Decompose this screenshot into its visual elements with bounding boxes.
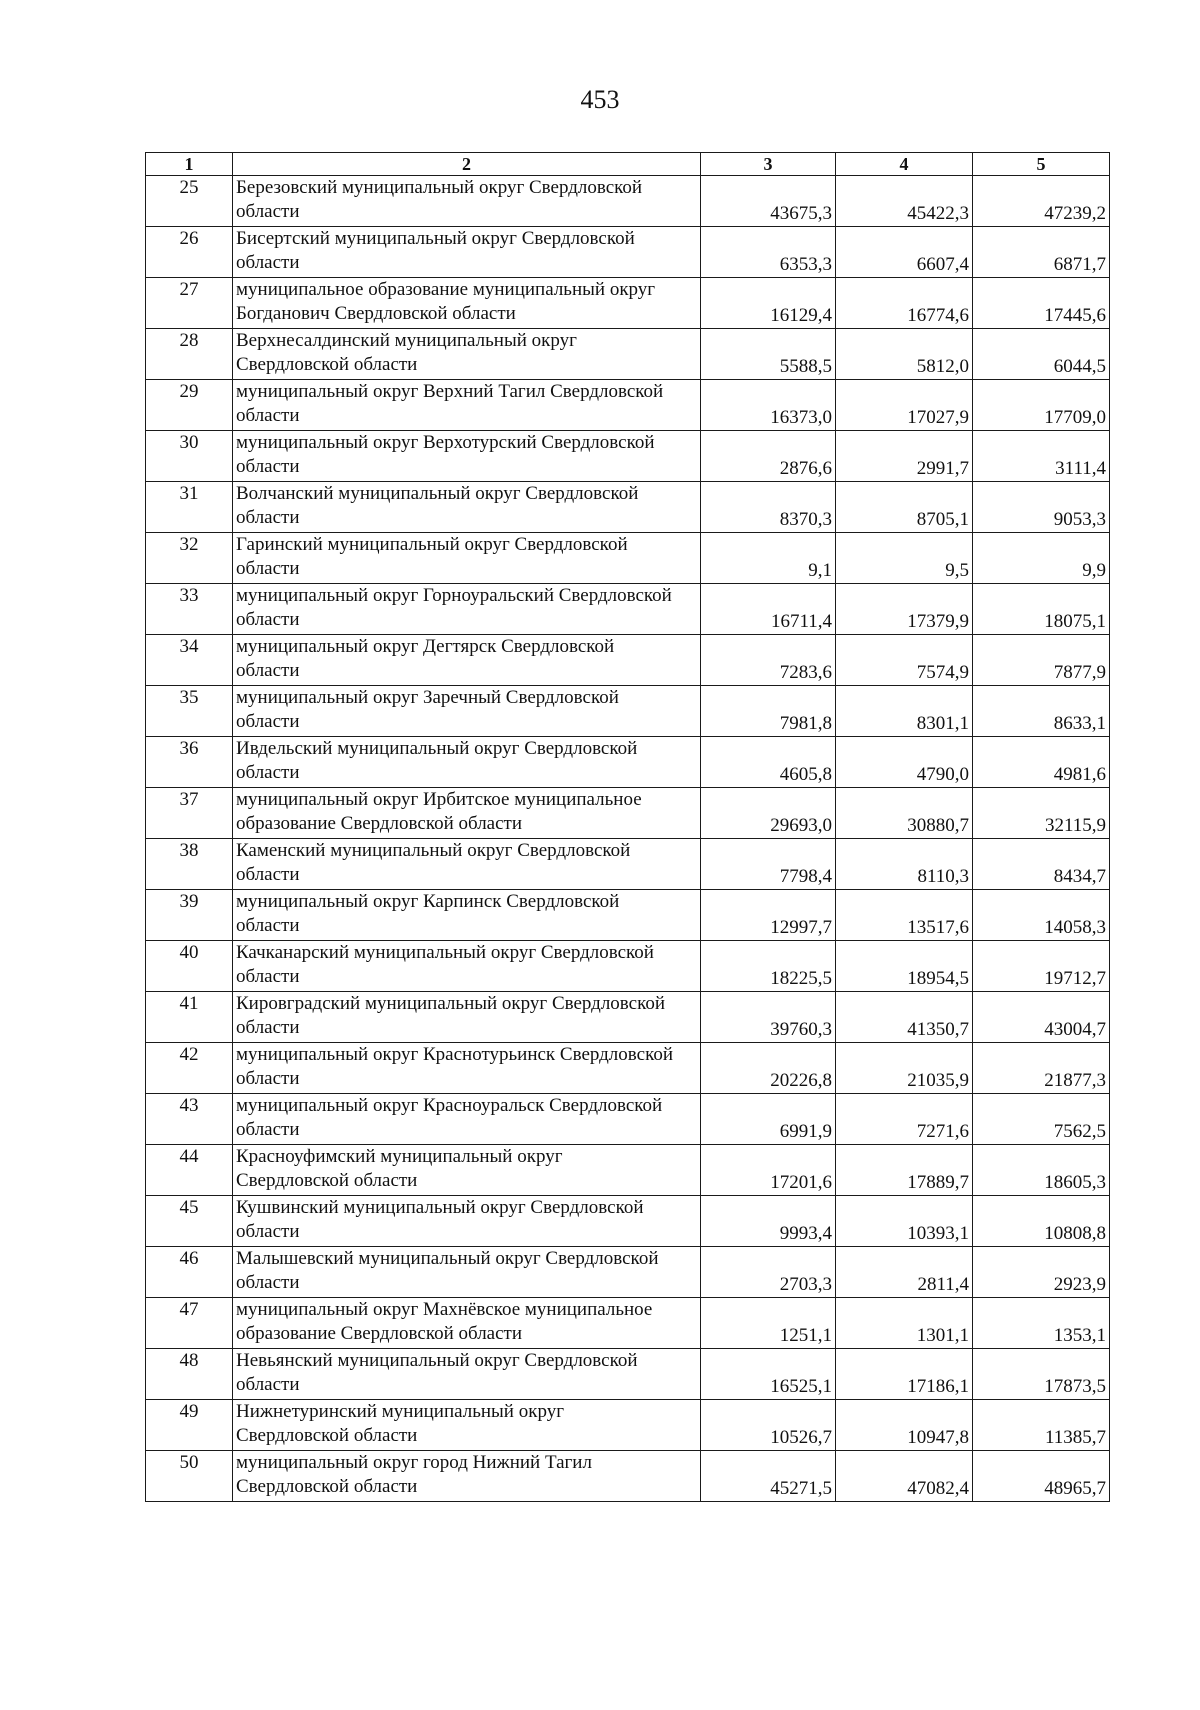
value-col-3: 7283,6: [701, 635, 836, 686]
value-col-4: 1301,1: [836, 1298, 973, 1349]
municipality-name: Верхнесалдинский муниципальный округ Свердловской области: [233, 329, 701, 380]
table-row: [146, 431, 1110, 482]
value-col-3: 17201,6: [701, 1145, 836, 1196]
value-col-5: 18605,3: [973, 1145, 1110, 1196]
row-number: 48: [146, 1349, 233, 1400]
row-number: 28: [146, 329, 233, 380]
municipality-name: муниципальный округ Карпинск Свердловской области: [233, 890, 701, 941]
value-col-4: 41350,7: [836, 992, 973, 1043]
table-row: [146, 533, 1110, 584]
row-number: 30: [146, 431, 233, 482]
value-col-3: 29693,0: [701, 788, 836, 839]
row-number: 34: [146, 635, 233, 686]
table-row: [146, 890, 1110, 941]
municipality-name: муниципальный округ Ирбитское муниципальное образование Свердловской области: [233, 788, 701, 839]
table-row: [146, 1298, 1110, 1349]
value-col-3: 39760,3: [701, 992, 836, 1043]
municipality-name: Малышевский муниципальный округ Свердловской области: [233, 1247, 701, 1298]
value-col-4: 47082,4: [836, 1451, 973, 1502]
header-col-3: 3: [701, 153, 836, 176]
value-col-3: 7981,8: [701, 686, 836, 737]
value-col-5: 17445,6: [973, 278, 1110, 329]
value-col-3: 10526,7: [701, 1400, 836, 1451]
value-col-4: 17889,7: [836, 1145, 973, 1196]
table-row: [146, 278, 1110, 329]
value-col-5: 17873,5: [973, 1349, 1110, 1400]
row-number: 35: [146, 686, 233, 737]
municipality-name: муниципальный округ Махнёвское муниципальное образование Свердловской области: [233, 1298, 701, 1349]
value-col-4: 8301,1: [836, 686, 973, 737]
value-col-5: 47239,2: [973, 176, 1110, 227]
row-number: 45: [146, 1196, 233, 1247]
row-number: 32: [146, 533, 233, 584]
value-col-4: 10393,1: [836, 1196, 973, 1247]
table-header: [146, 153, 1110, 176]
header-col-1: 1: [146, 153, 233, 176]
municipality-name: Березовский муниципальный округ Свердловской области: [233, 176, 701, 227]
table-row: [146, 635, 1110, 686]
row-number: 26: [146, 227, 233, 278]
municipality-name: муниципальный округ Краснотурьинск Свердловской области: [233, 1043, 701, 1094]
row-number: 31: [146, 482, 233, 533]
municipality-name: муниципальный округ Красноуральск Свердловской области: [233, 1094, 701, 1145]
table-row: [146, 1094, 1110, 1145]
value-col-5: 10808,8: [973, 1196, 1110, 1247]
value-col-5: 7562,5: [973, 1094, 1110, 1145]
value-col-3: 2703,3: [701, 1247, 836, 1298]
table-row: [146, 839, 1110, 890]
table-row: [146, 686, 1110, 737]
table-row: [146, 329, 1110, 380]
value-col-5: 48965,7: [973, 1451, 1110, 1502]
table-row: [146, 176, 1110, 227]
municipality-name: муниципальный округ Горноуральский Свердловской области: [233, 584, 701, 635]
municipality-name: муниципальный округ Верхотурский Свердловской области: [233, 431, 701, 482]
municipality-name: Качканарский муниципальный округ Свердловской области: [233, 941, 701, 992]
value-col-4: 5812,0: [836, 329, 973, 380]
value-col-3: 16525,1: [701, 1349, 836, 1400]
row-number: 25: [146, 176, 233, 227]
value-col-5: 4981,6: [973, 737, 1110, 788]
municipality-name: Ивдельский муниципальный округ Свердловской области: [233, 737, 701, 788]
value-col-3: 45271,5: [701, 1451, 836, 1502]
value-col-4: 6607,4: [836, 227, 973, 278]
value-col-5: 8434,7: [973, 839, 1110, 890]
value-col-4: 17186,1: [836, 1349, 973, 1400]
row-number: 43: [146, 1094, 233, 1145]
table-row: [146, 1349, 1110, 1400]
row-number: 40: [146, 941, 233, 992]
row-number: 37: [146, 788, 233, 839]
municipality-name: Каменский муниципальный округ Свердловской области: [233, 839, 701, 890]
row-number: 42: [146, 1043, 233, 1094]
value-col-5: 3111,4: [973, 431, 1110, 482]
value-col-4: 2811,4: [836, 1247, 973, 1298]
value-col-5: 6871,7: [973, 227, 1110, 278]
value-col-3: 5588,5: [701, 329, 836, 380]
municipality-name: Кировградский муниципальный округ Свердловской области: [233, 992, 701, 1043]
row-number: 27: [146, 278, 233, 329]
municipality-name: Невьянский муниципальный округ Свердловской области: [233, 1349, 701, 1400]
table-row: [146, 482, 1110, 533]
municipality-name: Бисертский муниципальный округ Свердловской области: [233, 227, 701, 278]
municipality-name: Нижнетуринский муниципальный округ Свердловской области: [233, 1400, 701, 1451]
value-col-5: 9,9: [973, 533, 1110, 584]
value-col-4: 2991,7: [836, 431, 973, 482]
value-col-3: 2876,6: [701, 431, 836, 482]
table-row: [146, 941, 1110, 992]
value-col-5: 2923,9: [973, 1247, 1110, 1298]
value-col-4: 30880,7: [836, 788, 973, 839]
value-col-3: 9,1: [701, 533, 836, 584]
table-row: [146, 1247, 1110, 1298]
value-col-3: 4605,8: [701, 737, 836, 788]
table-row: [146, 788, 1110, 839]
budget-table: [145, 152, 1110, 1502]
table-body: [146, 176, 1110, 1502]
header-col-4: 4: [836, 153, 973, 176]
value-col-5: 14058,3: [973, 890, 1110, 941]
row-number: 50: [146, 1451, 233, 1502]
header-col-2: 2: [233, 153, 701, 176]
row-number: 41: [146, 992, 233, 1043]
value-col-4: 8705,1: [836, 482, 973, 533]
value-col-5: 32115,9: [973, 788, 1110, 839]
value-col-3: 6353,3: [701, 227, 836, 278]
row-number: 38: [146, 839, 233, 890]
value-col-3: 16129,4: [701, 278, 836, 329]
value-col-3: 18225,5: [701, 941, 836, 992]
value-col-5: 8633,1: [973, 686, 1110, 737]
row-number: 49: [146, 1400, 233, 1451]
header-col-5: 5: [973, 153, 1110, 176]
value-col-5: 21877,3: [973, 1043, 1110, 1094]
table-row: [146, 380, 1110, 431]
value-col-5: 7877,9: [973, 635, 1110, 686]
value-col-5: 9053,3: [973, 482, 1110, 533]
value-col-4: 9,5: [836, 533, 973, 584]
value-col-4: 13517,6: [836, 890, 973, 941]
row-number: 47: [146, 1298, 233, 1349]
table-row: [146, 1451, 1110, 1502]
municipality-name: муниципальный округ город Нижний Тагил Свердловской области: [233, 1451, 701, 1502]
row-number: 44: [146, 1145, 233, 1196]
value-col-3: 9993,4: [701, 1196, 836, 1247]
value-col-3: 8370,3: [701, 482, 836, 533]
row-number: 29: [146, 380, 233, 431]
table-row: [146, 1196, 1110, 1247]
municipality-name: муниципальный округ Верхний Тагил Свердловской области: [233, 380, 701, 431]
header-row: [146, 153, 1110, 176]
value-col-3: 43675,3: [701, 176, 836, 227]
table-row: [146, 227, 1110, 278]
value-col-5: 11385,7: [973, 1400, 1110, 1451]
value-col-4: 17027,9: [836, 380, 973, 431]
municipality-name: муниципальный округ Дегтярск Свердловской области: [233, 635, 701, 686]
municipality-name: Волчанский муниципальный округ Свердловской области: [233, 482, 701, 533]
value-col-3: 20226,8: [701, 1043, 836, 1094]
table-row: [146, 737, 1110, 788]
value-col-5: 18075,1: [973, 584, 1110, 635]
value-col-5: 17709,0: [973, 380, 1110, 431]
municipality-name: Гаринский муниципальный округ Свердловской области: [233, 533, 701, 584]
municipality-name: муниципальный округ Заречный Свердловской области: [233, 686, 701, 737]
row-number: 33: [146, 584, 233, 635]
municipality-name: муниципальное образование муниципальный округ Богданович Свердловской области: [233, 278, 701, 329]
value-col-4: 17379,9: [836, 584, 973, 635]
table-row: [146, 1145, 1110, 1196]
municipality-name: Красноуфимский муниципальный округ Свердловской области: [233, 1145, 701, 1196]
value-col-4: 16774,6: [836, 278, 973, 329]
table-row: [146, 992, 1110, 1043]
value-col-5: 6044,5: [973, 329, 1110, 380]
value-col-4: 7574,9: [836, 635, 973, 686]
value-col-4: 10947,8: [836, 1400, 973, 1451]
page-number: 453: [580, 85, 620, 114]
table-row: [146, 1043, 1110, 1094]
value-col-4: 7271,6: [836, 1094, 973, 1145]
value-col-4: 21035,9: [836, 1043, 973, 1094]
value-col-3: 1251,1: [701, 1298, 836, 1349]
row-number: 39: [146, 890, 233, 941]
value-col-3: 6991,9: [701, 1094, 836, 1145]
value-col-4: 4790,0: [836, 737, 973, 788]
value-col-3: 7798,4: [701, 839, 836, 890]
value-col-3: 16373,0: [701, 380, 836, 431]
value-col-5: 1353,1: [973, 1298, 1110, 1349]
value-col-4: 18954,5: [836, 941, 973, 992]
table-row: [146, 1400, 1110, 1451]
row-number: 46: [146, 1247, 233, 1298]
table-row: [146, 584, 1110, 635]
value-col-3: 12997,7: [701, 890, 836, 941]
value-col-4: 8110,3: [836, 839, 973, 890]
value-col-3: 16711,4: [701, 584, 836, 635]
municipality-name: Кушвинский муниципальный округ Свердловской области: [233, 1196, 701, 1247]
value-col-4: 45422,3: [836, 176, 973, 227]
value-col-5: 43004,7: [973, 992, 1110, 1043]
row-number: 36: [146, 737, 233, 788]
value-col-5: 19712,7: [973, 941, 1110, 992]
